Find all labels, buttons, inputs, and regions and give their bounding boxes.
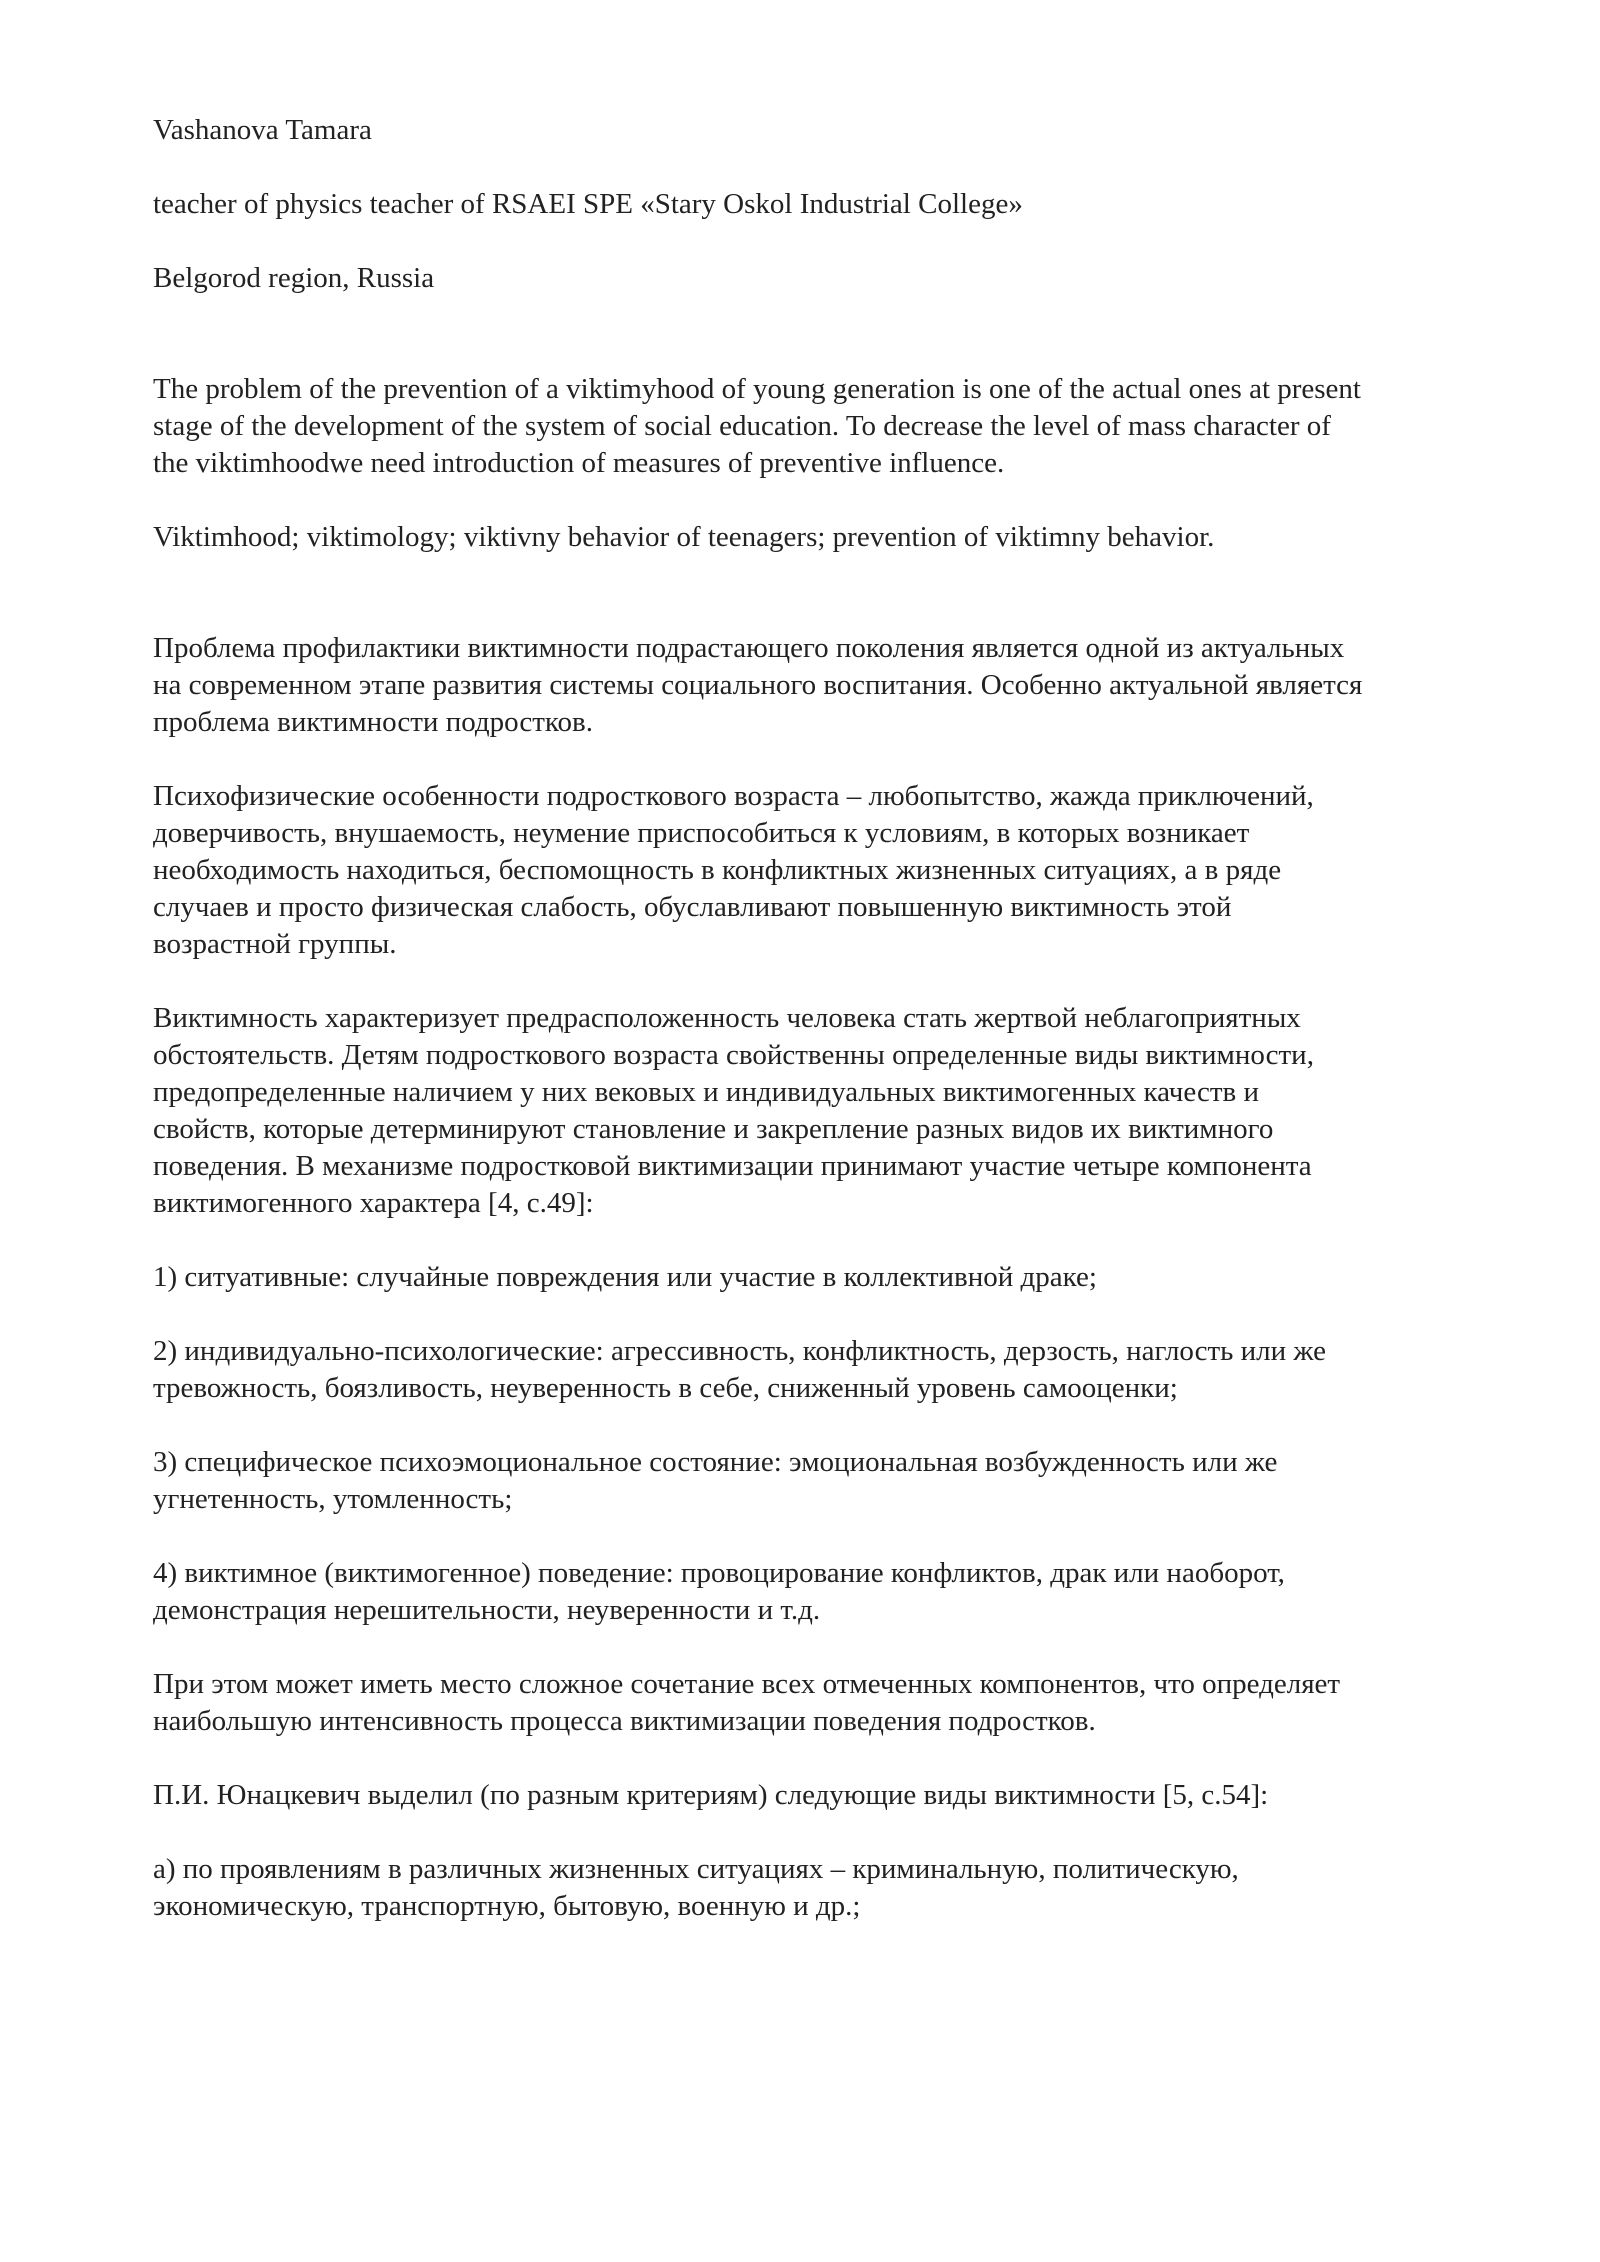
list-item-1 (153, 1259, 1513, 1296)
paragraph-line: доверчивость, внушаемость, неумение приспособиться к условиям, в которых возникает (153, 817, 1250, 849)
paragraph-line: случаев и просто физическая слабость, обуславливают повышенную виктимность этой (153, 891, 1232, 923)
list-item-4 (153, 1555, 1513, 1629)
paragraph-line: При этом может иметь место сложное сочетание всех отмеченных компонентов, что определяет (153, 1668, 1341, 1700)
paragraph-line: свойств, которые детерминируют становление и закрепление разных видов их виктимного (153, 1113, 1274, 1145)
paragraph-line: поведения. В механизме подростковой виктимизации принимают участие четыре компонента (153, 1150, 1312, 1182)
keywords-english: Viktimhood; viktimology; viktivny behavior of teenagers; prevention of viktimny behavior. (153, 521, 1215, 553)
paragraph-line: возрастной группы. (153, 928, 397, 960)
body-paragraph-2 (153, 778, 1513, 963)
abstract-line: the viktimhoodwe need introduction of measures of preventive influence. (153, 447, 1005, 479)
paragraph-line: П.И. Юнацкевич выделил (по разным критериям) следующие виды виктимности [5, с.54]: (153, 1779, 1269, 1811)
paragraph-line: Виктимность характеризует предрасположенность человека стать жертвой неблагоприятных (153, 1002, 1301, 1034)
paragraph-line: проблема виктимности подростков. (153, 706, 593, 738)
paragraph-line: необходимость находиться, беспомощность в конфликтных жизненных ситуациях, а в ряде (153, 854, 1282, 886)
body-paragraph-5 (153, 1777, 1513, 1814)
paragraph-line: обстоятельств. Детям подросткового возраста свойственны определенные виды виктимности, (153, 1039, 1314, 1071)
paragraph-line: 1) ситуативные: случайные повреждения или участие в коллективной драке; (153, 1261, 1097, 1293)
paragraph-line: тревожность, боязливость, неуверенность в себе, сниженный уровень самооценки; (153, 1372, 1178, 1404)
paragraph-line: на современном этапе развития системы социального воспитания. Особенно актуальной является (153, 669, 1363, 701)
body-paragraph-1 (153, 630, 1513, 741)
author-position: teacher of physics teacher of RSAEI SPE «Stary Oskol Industrial College» (153, 188, 1023, 220)
paragraph-line: предопределенные наличием у них вековых и индивидуальных виктимогенных качеств и (153, 1076, 1259, 1108)
paragraph-line: Проблема профилактики виктимности подрастающего поколения является одной из актуальных (153, 632, 1345, 664)
abstract-line: The problem of the prevention of a viktimyhood of young generation is one of the actual ones at present (153, 373, 1361, 405)
paragraph-line: Психофизические особенности подросткового возраста – любопытство, жажда приключений, (153, 780, 1314, 812)
abstract-english (153, 371, 1513, 482)
list-item-2 (153, 1333, 1513, 1407)
paragraph-line: демонстрация нерешительности, неуверенности и т.д. (153, 1594, 821, 1626)
list-item-a (153, 1851, 1513, 1925)
paragraph-line: экономическую, транспортную, бытовую, военную и др.; (153, 1890, 861, 1922)
document-content (153, 112, 1513, 1962)
author-name: Vashanova Tamara (153, 114, 372, 146)
paragraph-line: 3) специфическое психоэмоциональное состояние: эмоциональная возбужденность или же (153, 1446, 1278, 1478)
paragraph-line: а) по проявлениям в различных жизненных ситуациях – криминальную, политическую, (153, 1853, 1239, 1885)
paragraph-line: виктимогенного характера [4, с.49]: (153, 1187, 594, 1219)
abstract-line: stage of the development of the system of social education. To decrease the level of mass character of (153, 410, 1331, 442)
paragraph-line: 4) виктимное (виктимогенное) поведение: провоцирование конфликтов, драк или наоборот, (153, 1557, 1285, 1589)
paragraph-line: наибольшую интенсивность процесса виктимизации поведения подростков. (153, 1705, 1096, 1737)
list-item-3 (153, 1444, 1513, 1518)
body-paragraph-3 (153, 1000, 1513, 1222)
body-paragraph-4 (153, 1666, 1513, 1740)
paragraph-line: угнетенность, утомленность; (153, 1483, 513, 1515)
paragraph-line: 2) индивидуально-психологические: агрессивность, конфликтность, дерзость, наглость или же (153, 1335, 1326, 1367)
author-location: Belgorod region, Russia (153, 262, 435, 294)
